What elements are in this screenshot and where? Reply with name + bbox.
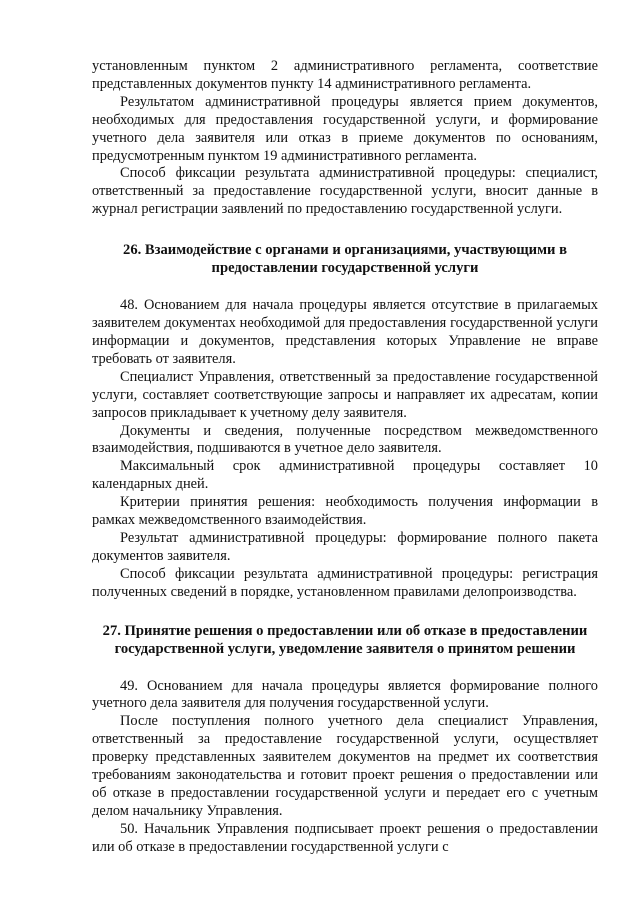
section-27-paragraph-50: 50. Начальник Управления подписывает проект решения о предоставлении или об отказе в предоставлении государственной услуги с: [92, 820, 598, 855]
document-body: [92, 58, 598, 857]
section-26-paragraph-6: Результат административной процедуры: формирование полного пакета документов заявителя.: [92, 529, 598, 564]
section-27-heading-line2: государственной услуги, уведомление заявителя о принятом решении: [114, 640, 576, 657]
section-26-paragraph-4: Максимальный срок административной процедуры составляет 10 календарных дней.: [92, 458, 598, 493]
section-27-paragraph-2: После поступления полного учетного дела специалист Управления, ответственный за предоставление государственной услуги, осуществляет проверку представленных заявителем документов на предмет их соответствия требованиям законодательства и готовит проект решения о предоставлении или об отказе в предоставлении государственной услуги и передает его с учетным делом начальнику Управления.: [92, 713, 598, 819]
section-26-heading-line1: 26. Взаимодействие с органами и организациями, участвующими в: [123, 242, 567, 259]
section-26-heading-line2: предоставлении государственной услуги: [211, 260, 479, 277]
section-26-heading: [92, 241, 598, 277]
section-26-paragraph-2: Специалист Управления, ответственный за предоставление государственной услуги, составляет соответствующие запросы и направляет их адресатам, копии запросов прикладывает к учетному делу заявителя.: [92, 368, 598, 421]
section-27-heading-line1: 27. Принятие решения о предоставлении или об отказе в предоставлении: [102, 622, 588, 639]
section-26-paragraph-48: 48. Основанием для начала процедуры является отсутствие в прилагаемых заявителем документах необходимой для предоставления государственной услуги информации и документов, представления которых Управление не вправе требовать от заявителя.: [92, 297, 598, 367]
section-27-heading: [92, 622, 598, 658]
section-26-paragraph-3: Документы и сведения, полученные посредством межведомственного взаимодействия, подшиваются в учетное дело заявителя.: [92, 422, 598, 457]
paragraph-top-1: установленным пунктом 2 административного регламента, соответствие представленных документов пункту 14 административного регламента.: [92, 58, 598, 92]
section-27-paragraph-49: 49. Основанием для начала процедуры является формирование полного учетного дела заявителя для получения государственной услуги.: [92, 677, 598, 712]
section-26-paragraph-5: Критерии принятия решения: необходимость получения информации в рамках межведомственного взаимодействия.: [92, 494, 598, 529]
paragraph-top-2: Результатом административной процедуры является прием документов, необходимых для предоставления государственной услуги, и формирование учетного дела заявителя или отказ в приеме документов по основаниям, предусмотренным пунктом 19 административного регламента.: [92, 93, 598, 164]
section-26-paragraph-7: Способ фиксации результата административной процедуры: регистрация полученных сведений в порядке, установленном правилами делопроизводства.: [92, 565, 598, 600]
paragraph-top-3: Способ фиксации результата административной процедуры: специалист, ответственный за предоставление государственной услуги, вносит данные в журнал регистрации заявлений по предоставлению государственной услуги.: [92, 165, 598, 218]
